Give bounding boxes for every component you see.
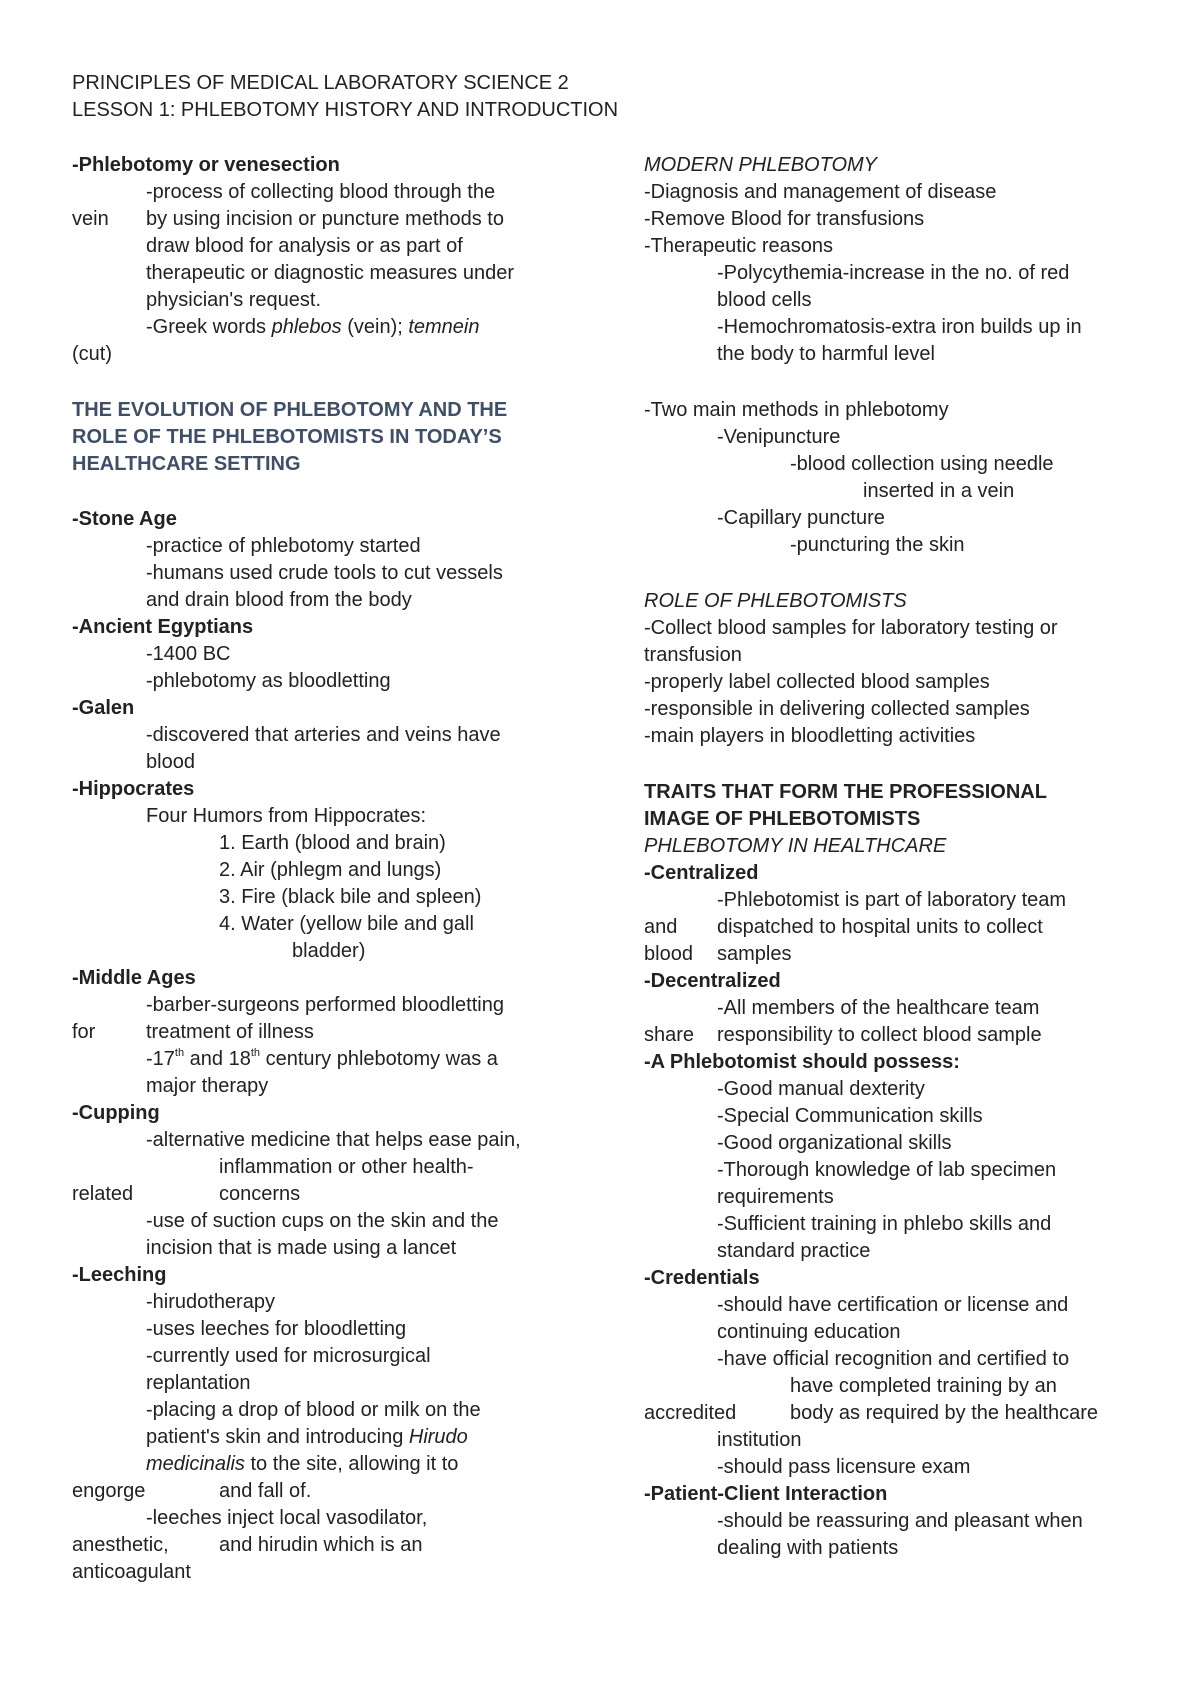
topic-heading: -A Phlebotomist should possess: xyxy=(644,1051,960,1073)
text: -Greek words xyxy=(146,316,272,338)
list-item: inserted in a vein xyxy=(863,480,1015,502)
list-item: -Good manual dexterity xyxy=(717,1078,925,1100)
list-item: -Diagnosis and management of disease xyxy=(644,181,997,203)
list-item: -alternative medicine that helps ease pain, xyxy=(146,1129,521,1151)
species-name: medicinalis xyxy=(146,1453,245,1475)
species-name: Hirudo xyxy=(408,1426,468,1448)
list-item: engorge xyxy=(72,1480,146,1502)
list-item: -Therapeutic reasons xyxy=(644,235,833,257)
humor-item: 2. Air (phlegm and lungs) xyxy=(219,859,442,881)
subsection-heading: ROLE OF PHLEBOTOMISTS xyxy=(644,590,907,612)
list-item: -uses leeches for bloodletting xyxy=(146,1318,407,1340)
list-item: transfusion xyxy=(644,644,742,666)
list-item: -Venipuncture xyxy=(717,426,841,448)
section-heading: IMAGE OF PHLEBOTOMISTS xyxy=(644,808,921,830)
list-item: and xyxy=(644,916,678,938)
section-heading: THE EVOLUTION OF PHLEBOTOMY AND THE xyxy=(72,399,508,421)
list-item: and hirudin which is an xyxy=(219,1534,423,1556)
definition-line: therapeutic or diagnostic measures under xyxy=(146,262,514,284)
humor-item: 3. Fire (black bile and spleen) xyxy=(219,886,482,908)
text: patient's skin and introducing xyxy=(146,1426,409,1448)
list-item: -Special Communication skills xyxy=(717,1105,983,1127)
list-item: -Good organizational skills xyxy=(717,1132,952,1154)
humor-item: 4. Water (yellow bile and gall xyxy=(219,913,474,935)
list-item: body as required by the healthcare xyxy=(790,1402,1098,1424)
list-item: -Hemochromatosis-extra iron builds up in xyxy=(717,316,1082,338)
list-item: have completed training by an xyxy=(790,1375,1057,1397)
list-item: -puncturing the skin xyxy=(790,534,965,556)
era-heading: -Ancient Egyptians xyxy=(72,616,254,638)
definition-line: physician's request. xyxy=(146,289,322,311)
list-item: -1400 BC xyxy=(146,643,231,665)
list-item: incision that is made using a lancet xyxy=(146,1237,457,1259)
list-item: -should pass licensure exam xyxy=(717,1456,971,1478)
list-item: and drain blood from the body xyxy=(146,589,412,611)
list-item: share xyxy=(644,1024,695,1046)
list-item: -placing a drop of blood or milk on the xyxy=(146,1399,481,1421)
list-item: samples xyxy=(717,943,792,965)
list-item: -leeches inject local vasodilator, xyxy=(146,1507,428,1529)
list-item: -barber-surgeons performed bloodletting xyxy=(146,994,504,1016)
era-heading: -Cupping xyxy=(72,1102,160,1124)
list-item xyxy=(146,1046,498,1072)
list-item: standard practice xyxy=(717,1240,871,1262)
list-item: Four Humors from Hippocrates: xyxy=(146,805,427,827)
list-item: dispatched to hospital units to collect xyxy=(717,916,1043,938)
list-item: -Phlebotomist is part of laboratory team xyxy=(717,889,1067,911)
list-item: -Polycythemia-increase in the no. of red xyxy=(717,262,1070,284)
list-item: -Sufficient training in phlebo skills and xyxy=(717,1213,1052,1235)
list-item: -phlebotomy as bloodletting xyxy=(146,670,391,692)
greek-word: temnein xyxy=(408,316,480,338)
humor-item: 1. Earth (blood and brain) xyxy=(219,832,446,854)
list-item: blood cells xyxy=(717,289,812,311)
list-item: the body to harmful level xyxy=(717,343,935,365)
list-item xyxy=(146,1424,468,1450)
list-item: -discovered that arteries and veins have xyxy=(146,724,501,746)
list-item: -humans used crude tools to cut vessels xyxy=(146,562,503,584)
course-title: PRINCIPLES OF MEDICAL LABORATORY SCIENCE 2 xyxy=(72,72,569,94)
humor-item: bladder) xyxy=(292,940,366,962)
topic-heading: -Credentials xyxy=(644,1267,760,1289)
list-item: related xyxy=(72,1183,134,1205)
era-heading: -Leeching xyxy=(72,1264,167,1286)
list-item: replantation xyxy=(146,1372,251,1394)
definition-line: (cut) xyxy=(72,343,112,365)
list-item: institution xyxy=(717,1429,802,1451)
definition-term: -Phlebotomy or venesection xyxy=(72,154,340,176)
list-item: major therapy xyxy=(146,1075,269,1097)
lesson-title: LESSON 1: PHLEBOTOMY HISTORY AND INTRODUCTION xyxy=(72,99,619,121)
list-item: -Remove Blood for transfusions xyxy=(644,208,925,230)
topic-heading: -Decentralized xyxy=(644,970,781,992)
subsection-heading: PHLEBOTOMY IN HEALTHCARE xyxy=(644,835,947,857)
section-heading: ROLE OF THE PHLEBOTOMISTS IN TODAY’S xyxy=(72,426,502,448)
superscript: th xyxy=(174,1047,185,1060)
text: to the site, allowing it to xyxy=(244,1453,459,1475)
era-heading: -Middle Ages xyxy=(72,967,196,989)
list-item: blood xyxy=(146,751,195,773)
topic-heading: -Centralized xyxy=(644,862,759,884)
list-item: for xyxy=(72,1021,96,1043)
definition-line: vein xyxy=(72,208,109,230)
list-item: -main players in bloodletting activities xyxy=(644,725,976,747)
list-item: -responsible in delivering collected samples xyxy=(644,698,1030,720)
list-item: inflammation or other health- xyxy=(219,1156,474,1178)
list-item: -should be reassuring and pleasant when xyxy=(717,1510,1083,1532)
list-item: -Collect blood samples for laboratory testing or xyxy=(644,617,1058,639)
greek-word: phlebos xyxy=(271,316,342,338)
list-item: continuing education xyxy=(717,1321,901,1343)
text: century phlebotomy was a xyxy=(260,1048,498,1070)
list-item: anticoagulant xyxy=(72,1561,191,1583)
list-item: -currently used for microsurgical xyxy=(146,1345,431,1367)
era-heading: -Galen xyxy=(72,697,135,719)
subsection-heading: MODERN PHLEBOTOMY xyxy=(644,154,877,176)
list-item: -have official recognition and certified to xyxy=(717,1348,1070,1370)
list-item: -Capillary puncture xyxy=(717,507,885,529)
list-item: -Thorough knowledge of lab specimen xyxy=(717,1159,1057,1181)
definition-line: draw blood for analysis or as part of xyxy=(146,235,463,257)
list-item: -All members of the healthcare team xyxy=(717,997,1040,1019)
list-item: -use of suction cups on the skin and the xyxy=(146,1210,499,1232)
list-item: dealing with patients xyxy=(717,1537,899,1559)
list-item: anesthetic, xyxy=(72,1534,169,1556)
superscript: th xyxy=(250,1047,261,1060)
list-item: requirements xyxy=(717,1186,834,1208)
list-item: -blood collection using needle xyxy=(790,453,1054,475)
list-item: accredited xyxy=(644,1402,737,1424)
list-item: -hirudotherapy xyxy=(146,1291,275,1313)
section-heading: HEALTHCARE SETTING xyxy=(72,453,301,475)
text: (vein); xyxy=(341,316,409,338)
era-heading: -Stone Age xyxy=(72,508,177,530)
list-item: and fall of. xyxy=(219,1480,312,1502)
era-heading: -Hippocrates xyxy=(72,778,195,800)
text: -17 xyxy=(146,1048,175,1070)
text: and 18 xyxy=(184,1048,251,1070)
list-item: -practice of phlebotomy started xyxy=(146,535,421,557)
list-item: treatment of illness xyxy=(146,1021,314,1043)
topic-heading: -Patient-Client Interaction xyxy=(644,1483,888,1505)
list-item: concerns xyxy=(219,1183,301,1205)
etymology-line xyxy=(146,314,480,340)
definition-line: by using incision or puncture methods to xyxy=(146,208,504,230)
list-item: -should have certification or license and xyxy=(717,1294,1069,1316)
list-item: responsibility to collect blood sample xyxy=(717,1024,1042,1046)
list-item: -properly label collected blood samples xyxy=(644,671,990,693)
section-heading: TRAITS THAT FORM THE PROFESSIONAL xyxy=(644,781,1047,803)
list-item: blood xyxy=(644,943,693,965)
list-item xyxy=(146,1451,458,1477)
list-item: -Two main methods in phlebotomy xyxy=(644,399,949,421)
definition-line: -process of collecting blood through the xyxy=(146,181,496,203)
